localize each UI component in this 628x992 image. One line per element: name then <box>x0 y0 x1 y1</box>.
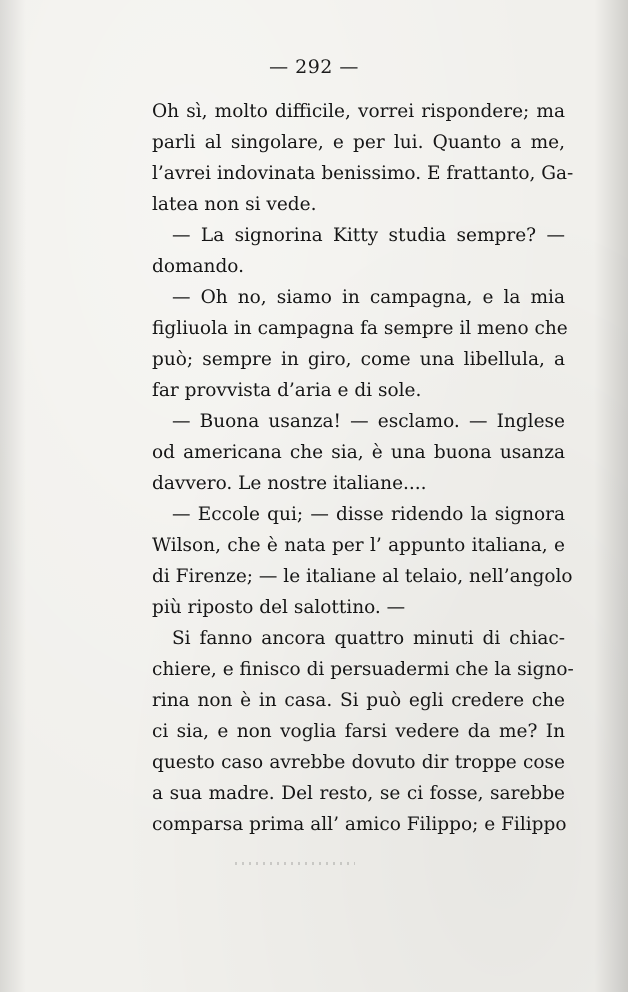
text-line: può; sempre in giro, come una libellula, a <box>152 349 565 370</box>
text-line: Si fanno ancora quattro minuti di chiac- <box>172 628 565 649</box>
paragraph <box>152 96 574 220</box>
text-line: davvero. Le nostre italiane.... <box>152 473 427 494</box>
page-edge-shadow-right <box>594 0 628 992</box>
text-line: l’avrei indovinata benissimo. E frattanto, Ga- <box>152 163 574 184</box>
text-line: comparsa prima all’ amico Filippo; e Filippo <box>152 814 567 835</box>
page-number: — 292 — <box>269 56 359 78</box>
paragraph <box>152 282 568 406</box>
paragraph <box>152 499 573 623</box>
text-line: rina non è in casa. Si può egli credere che <box>152 690 565 711</box>
text-line: od americana che sia, è una buona usanza <box>152 442 565 463</box>
text-line: Wilson, che è nata per l’ appunto italiana, e <box>152 535 565 556</box>
text-line: Oh sì, molto difficile, vorrei rispondere; ma <box>152 101 565 122</box>
paragraph <box>152 220 565 282</box>
text-line: questo caso avrebbe dovuto dir troppe cose <box>152 752 565 773</box>
text-line: parli al singolare, e per lui. Quanto a me, <box>152 132 565 153</box>
body-text <box>152 96 574 840</box>
text-line: di Firenze; — le italiane al telaio, nell’angolo <box>152 566 573 587</box>
text-line: ci sia, e non voglia farsi vedere da me? In <box>152 721 565 742</box>
text-line: più riposto del salottino. — <box>152 597 406 618</box>
print-smudge <box>235 862 355 865</box>
text-line: — Eccole qui; — disse ridendo la signora <box>172 504 565 525</box>
text-line: domando. <box>152 256 245 277</box>
text-line: — Oh no, siamo in campagna, e la mia <box>172 287 565 308</box>
paragraph <box>152 623 574 840</box>
page-edge-shadow-left <box>0 0 26 992</box>
text-line: — La signorina Kitty studia sempre? — <box>172 225 565 246</box>
text-line: a sua madre. Del resto, se ci fosse, sarebbe <box>152 783 565 804</box>
text-line: latea non si vede. <box>152 194 317 215</box>
text-line: figliuola in campagna fa sempre il meno che <box>152 318 568 339</box>
text-line: chiere, e finisco di persuadermi che la signo- <box>152 659 574 680</box>
paragraph <box>152 406 565 499</box>
text-line: far provvista d’aria e di sole. <box>152 380 422 401</box>
text-line: — Buona usanza! — esclamo. — Inglese <box>172 411 565 432</box>
